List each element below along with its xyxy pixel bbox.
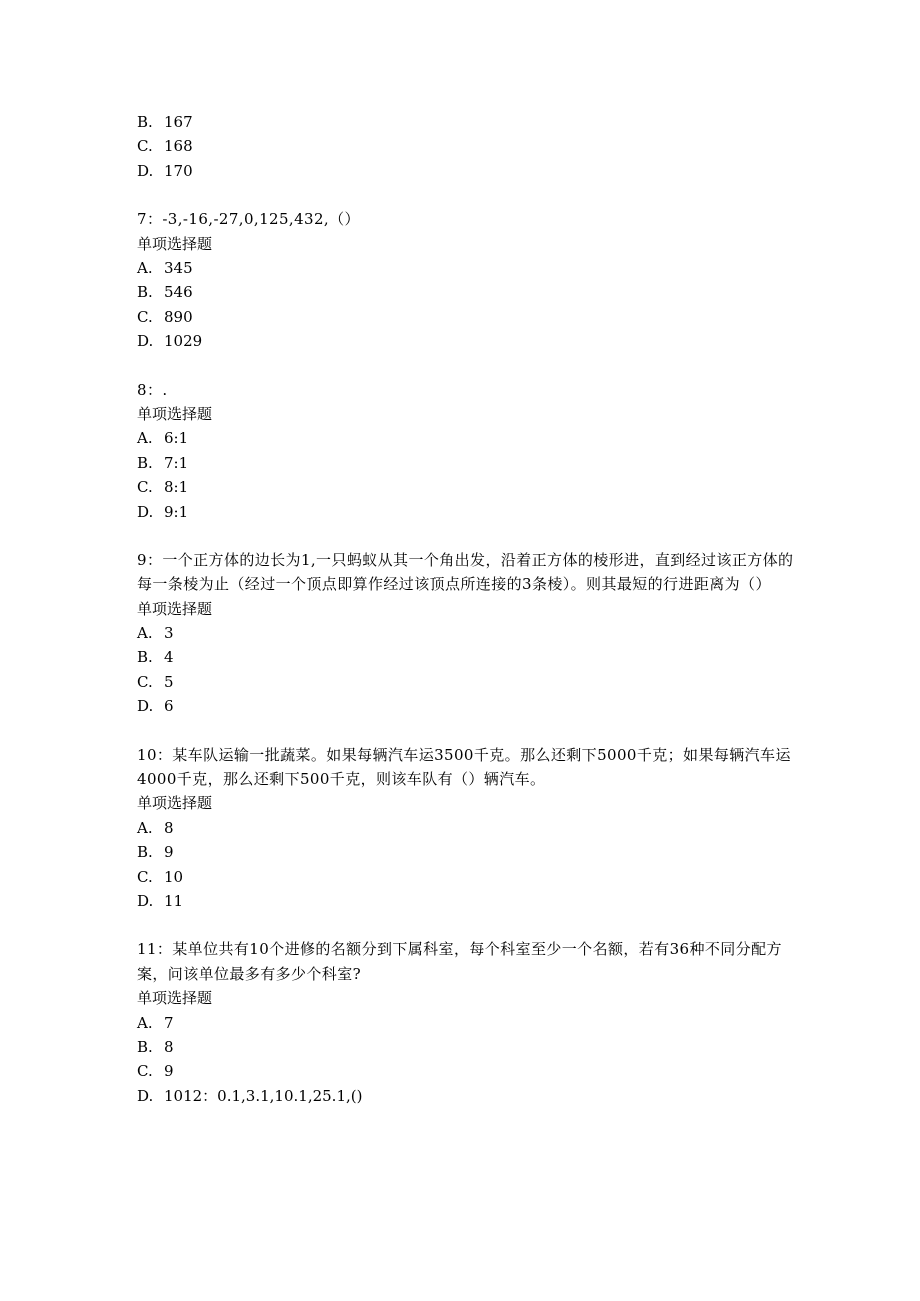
option-d: D. 1012：0.1,3.1,10.1,25.1,() [137, 1086, 363, 1105]
question-stem: 11：某单位共有10个进修的名额分到下属科室，每个科室至少一个名额，若有36种不同分配方案，问该单位最多有多少个科室? [137, 940, 782, 983]
option-a: A. 345 [137, 258, 193, 277]
document-page [137, 110, 797, 1108]
option-a: A. 8 [137, 818, 174, 837]
option-b: B. 8 [137, 1038, 174, 1057]
option-d: D. 1029 [137, 332, 203, 351]
question-type: 单项选择题 [137, 989, 213, 1008]
question-stem: 10：某车队运输一批蔬菜。如果每辆汽车运3500千克。那么还剩下5000千克；如果每辆汽车运4000千克，那么还剩下500千克，则该车队有（）辆汽车。 [137, 745, 791, 789]
option-d: D. 9:1 [137, 502, 189, 521]
option-b: B. 167 [137, 113, 193, 131]
question-11 [137, 937, 797, 1108]
question-9 [137, 548, 797, 719]
question-6-options [137, 110, 797, 183]
question-type: 单项选择题 [137, 599, 213, 618]
option-a: A. 7 [137, 1013, 174, 1032]
option-c: C. 8:1 [137, 478, 189, 497]
option-c: C. 10 [137, 867, 184, 886]
option-b: B. 4 [137, 648, 174, 667]
option-b: B. 9 [137, 843, 174, 862]
question-type: 单项选择题 [137, 794, 213, 813]
option-a: A. 6:1 [137, 429, 189, 448]
option-c: C. 168 [137, 137, 193, 156]
question-stem: 9：一个正方体的边长为1,一只蚂蚁从其一个角出发，沿着正方体的棱形进，直到经过该正方体的每一条棱为止（经过一个顶点即算作经过该顶点所连接的3条棱）。则其最短的行进距离为（） [137, 550, 794, 594]
question-7 [137, 207, 797, 353]
question-10 [137, 743, 797, 914]
option-d: D. 170 [137, 161, 193, 180]
option-d: D. 11 [137, 892, 184, 911]
option-a: A. 3 [137, 624, 174, 643]
option-c: C. 9 [137, 1062, 174, 1081]
option-c: C. 890 [137, 307, 193, 326]
question-8 [137, 378, 797, 524]
option-c: C. 5 [137, 672, 174, 691]
question-stem: 7：-3,-16,-27,0,125,432,（） [137, 210, 360, 229]
option-b: B. 546 [137, 283, 193, 302]
question-stem: 8：. [137, 380, 168, 399]
option-d: D. 6 [137, 697, 174, 716]
question-type: 单项选择题 [137, 234, 213, 253]
question-type: 单项选择题 [137, 404, 213, 423]
option-b: B. 7:1 [137, 453, 189, 472]
